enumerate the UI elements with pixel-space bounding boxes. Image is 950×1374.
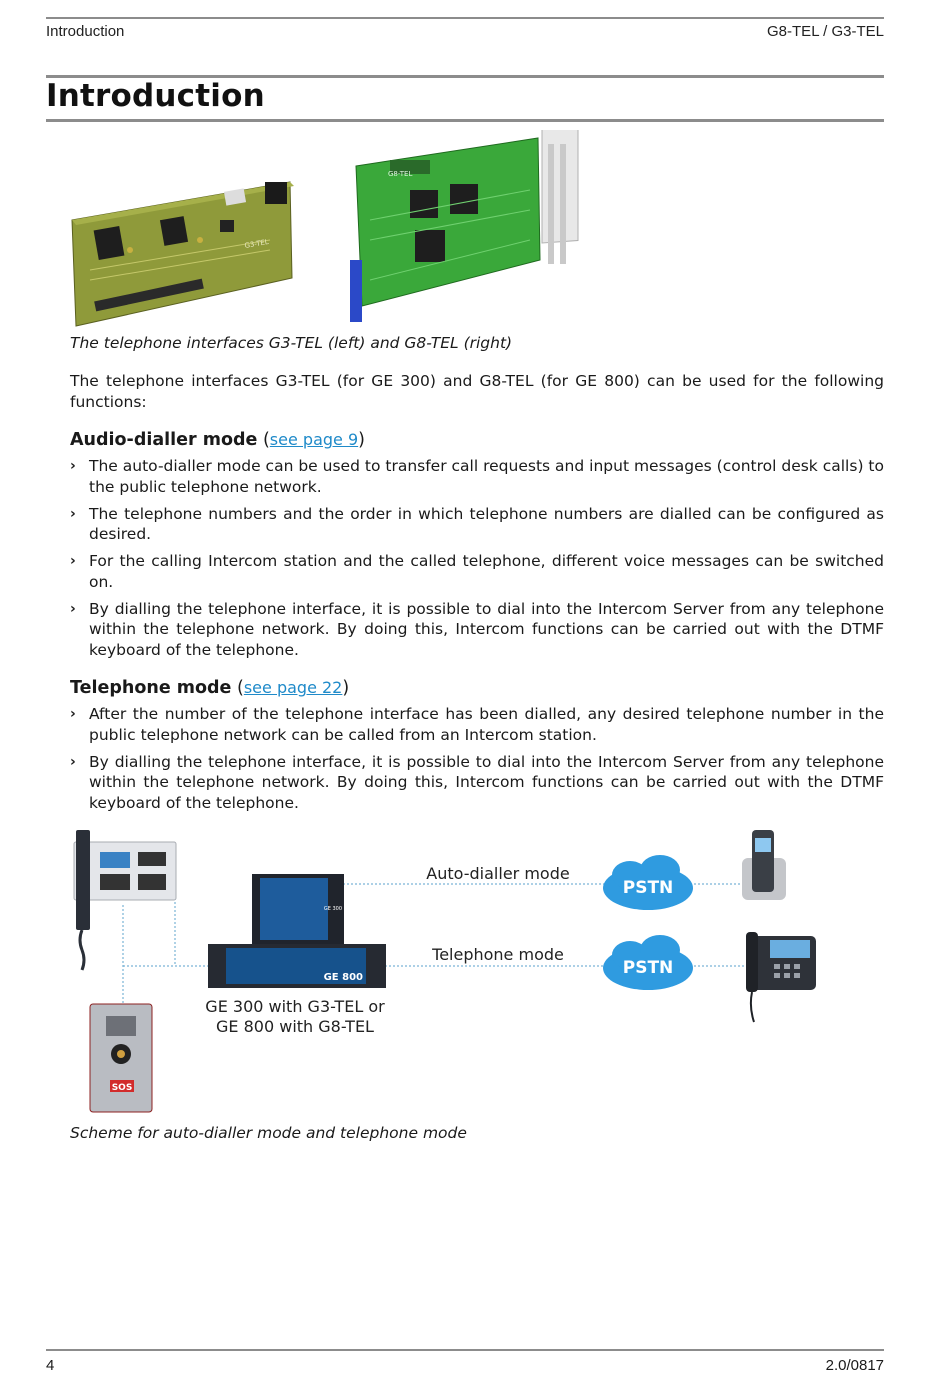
figure1-caption: The telephone interfaces G3-TEL (left) and G8-TEL (right) xyxy=(70,334,513,352)
ge800-label: GE 800 xyxy=(323,972,363,983)
document-version: 2.0/0817 xyxy=(825,1357,884,1374)
list-item: › By dialling the telephone interface, it is possible to dial into the Intercom Server from any telephone within the telephone network. By doing this, Intercom functions can be carried out with the DTMF keyboard of the telephone. xyxy=(70,599,884,659)
g8-tel-card xyxy=(350,130,578,322)
chevron-right-icon: › xyxy=(70,600,76,617)
ge300-label: GE 300 xyxy=(323,906,342,912)
list-item: › For the calling Intercom station and the called telephone, different voice messages can be switched on. xyxy=(70,552,884,591)
section-heading-telephone-mode xyxy=(70,678,349,698)
pstn-cloud-bottom xyxy=(603,935,693,990)
header-top-rule xyxy=(46,17,884,19)
intro-paragraph: The telephone interfaces G3-TEL (for GE 300) and G8-TEL (for GE 800) can be used for the following functions: xyxy=(70,372,884,411)
ge800-server xyxy=(208,944,386,988)
link-close-paren: ) xyxy=(358,430,365,450)
g3-tel-card-label: G3-TEL xyxy=(243,237,270,250)
footer-rule xyxy=(46,1349,884,1351)
page-title: Introduction xyxy=(46,78,265,114)
door-intercom-station xyxy=(90,1004,152,1112)
page-number: 4 xyxy=(46,1357,55,1374)
telephone-mode-label: Telephone mode xyxy=(432,945,564,964)
header-section: Introduction xyxy=(46,23,125,40)
list-item: › The telephone numbers and the order in which telephone numbers are dialled can be configured as desired. xyxy=(70,504,884,543)
chevron-right-icon: › xyxy=(70,553,76,569)
pstn-cloud-top xyxy=(603,855,693,910)
link-open-paren: ( xyxy=(237,678,244,698)
chevron-right-icon: › xyxy=(70,706,76,722)
desk-phone-icon xyxy=(746,932,816,1022)
ge300-server xyxy=(252,874,344,944)
link-close-paren: ) xyxy=(342,678,350,698)
sos-label: SOS xyxy=(111,1083,133,1093)
chevron-right-icon: › xyxy=(70,458,76,474)
see-page-9-link[interactable]: see page 9 xyxy=(269,430,359,449)
g3-tel-card xyxy=(72,182,294,326)
pstn-label: PSTN xyxy=(622,878,674,898)
list-item: › The auto-dialler mode can be used to transfer call requests and input messages (control desk calls) to the public telephone network. xyxy=(70,457,884,496)
section-heading-audio-dialler xyxy=(70,430,365,450)
g8-tel-card-label: G8-TEL xyxy=(388,170,413,178)
cordless-phone-icon xyxy=(742,830,786,900)
interface-cards-figure xyxy=(70,130,590,330)
section-title: Audio-dialler mode xyxy=(70,430,258,450)
chevron-right-icon: › xyxy=(70,505,76,522)
telephone-mode-bullets xyxy=(70,704,884,820)
chevron-right-icon: › xyxy=(70,753,76,770)
figure2-caption: Scheme for auto-dialler mode and telephone mode xyxy=(70,1124,467,1142)
desk-intercom-station xyxy=(74,830,176,970)
link-open-paren: ( xyxy=(262,430,270,450)
auto-dialler-mode-label: Auto-dialler mode xyxy=(426,864,570,883)
section-title: Telephone mode xyxy=(70,678,232,698)
header-product: G8-TEL / G3-TEL xyxy=(767,23,884,40)
audio-dialler-bullets xyxy=(70,456,884,667)
list-item: › By dialling the telephone interface, it is possible to dial into the Intercom Server from any telephone within the telephone network. By doing this, Intercom functions can be carried out with the DTMF keyboard of the telephone. xyxy=(70,752,884,812)
title-bottom-rule xyxy=(46,119,884,122)
pstn-label: PSTN xyxy=(622,958,674,978)
server-label-line1: GE 300 with G3-TEL or xyxy=(205,997,385,1016)
server-label-line2: GE 800 with G8-TEL xyxy=(216,1017,374,1036)
see-page-22-link[interactable]: see page 22 xyxy=(243,678,343,697)
list-item: › After the number of the telephone interface has been dialled, any desired telephone number in the public telephone network can be called from an Intercom station. xyxy=(70,705,884,744)
